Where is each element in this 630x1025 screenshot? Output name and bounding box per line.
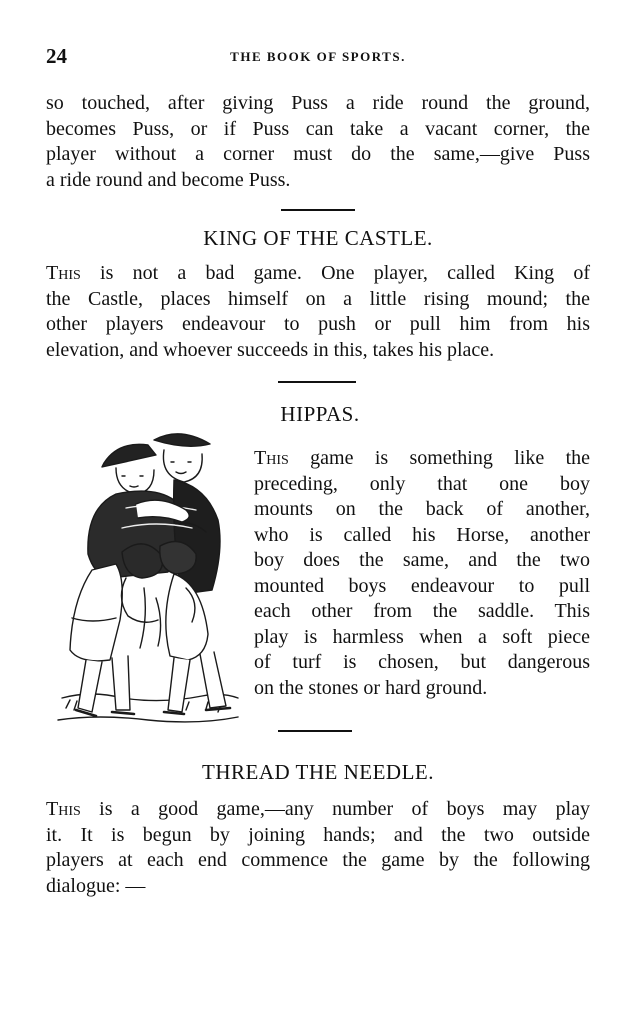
text-line: player without a corner must do the same,—give Puss [46,143,590,165]
text-line: each other from the saddle. This [254,600,590,622]
text-line: elevation, and whoever succeeds in this, takes his place. [46,338,495,361]
text-line: boy does the same, and the two [254,549,590,571]
text-line: becomes Puss, or if Puss can take a vacant corner, the [46,117,590,140]
text-line: so touched, after giving Puss a ride round the ground, [46,92,590,114]
text-line: the Castle, places himself on a little rising mound; the [46,287,590,310]
text-line [46,261,590,287]
boys-playing-hippas-engraving [56,428,242,732]
thread-the-needle-paragraph [46,797,590,899]
page-number: 24 [46,44,67,68]
text-line: of turf is chosen, but dangerous [254,651,590,673]
text-line [254,446,590,472]
text-line: on the stones or hard ground. [254,676,488,699]
text-line: play is harmless when a soft piece [254,625,590,648]
hippas-paragraph [254,446,590,701]
page-header [46,44,590,74]
section-divider [278,730,352,732]
line-text: is a good game,—any number of boys may play [80,798,590,820]
text-line: preceding, only that one boy [254,472,590,495]
intro-paragraph [46,91,590,193]
text-line: dialogue: — [46,874,146,897]
text-line [46,797,590,823]
section-title-king-of-the-castle: KING OF THE CASTLE. [203,226,433,250]
running-title: THE BOOK OF SPORTS. [230,49,406,64]
section-title-thread-the-needle: THREAD THE NEEDLE. [202,760,434,784]
text-line: players at each end commence the game by the following [46,849,590,871]
text-line: mounts on the back of another, [254,498,590,520]
text-line: who is called his Horse, another [254,523,590,546]
text-line: other players endeavour to push or pull him from his [46,313,590,335]
text-line: mounted boys endeavour to pull [254,574,590,597]
king-of-the-castle-paragraph [46,261,590,363]
text-line: it. It is begun by joining hands; and the two outside [46,823,590,846]
lead-word: This [254,447,289,469]
line-text: game is something like the [288,447,590,469]
text-line: a ride round and become Puss. [46,168,291,191]
section-divider [278,381,356,383]
line-text: is not a bad game. One player, called King of [80,262,590,284]
section-divider [281,209,355,211]
lead-word: This [46,798,81,820]
section-title-hippas: HIPPAS. [280,402,360,426]
lead-word: This [46,262,81,284]
engraving-drawing [56,428,242,732]
